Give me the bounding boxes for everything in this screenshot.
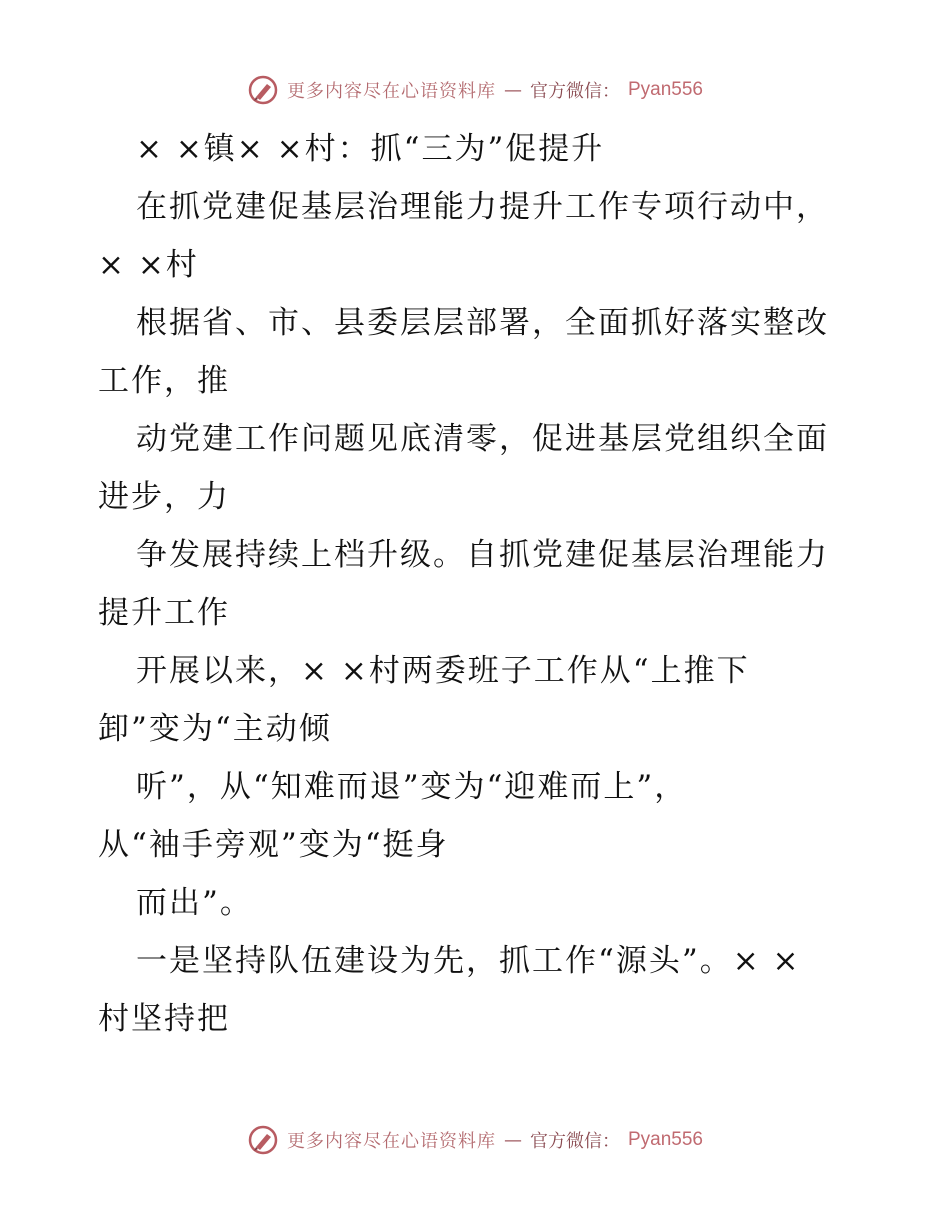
banner-main-text: 更多内容尽在心语资料库 [286, 81, 496, 102]
banner-dash: — [503, 1129, 522, 1151]
text-line: × ×镇× ×村：抓“三为”促提升 [136, 131, 605, 167]
text-line: 一是坚持队伍建设为先，抓工作“源头”。× × [136, 943, 801, 979]
text-line: 从“袖手旁观”变为“挺身 [98, 827, 449, 863]
text-line: 听”，从“知难而退”变为“迎难而上”， [136, 769, 688, 805]
text-line: 提升工作 [98, 595, 230, 631]
footer-watermark-banner [0, 1122, 950, 1158]
text-line: 进步，力 [98, 479, 230, 515]
text-line: 卸”变为“主动倾 [98, 711, 332, 747]
text-line: 工作，推 [98, 363, 230, 399]
document-body [98, 120, 858, 1048]
pen-logo-icon [247, 74, 279, 106]
text-line: × ×村 [98, 247, 199, 283]
banner-wechat-id: Pyan556 [627, 79, 703, 100]
text-line: 村坚持把 [98, 1001, 230, 1037]
banner-wechat-id: Pyan556 [627, 1129, 703, 1150]
banner-wechat-label: 官方微信： [529, 81, 620, 102]
text-line: 开展以来，× ×村两委班子工作从“上推下 [136, 653, 750, 689]
banner-wechat-label: 官方微信： [529, 1131, 620, 1152]
header-watermark-banner [0, 72, 950, 108]
banner-main-text: 更多内容尽在心语资料库 [286, 1131, 496, 1152]
text-line: 争发展持续上档升级。自抓党建促基层治理能力 [136, 537, 829, 573]
pen-logo-icon [247, 1124, 279, 1156]
text-line: 根据省、市、县委层层部署，全面抓好落实整改 [136, 305, 829, 341]
text-line: 动党建工作问题见底清零，促进基层党组织全面 [136, 421, 829, 457]
text-line: 在抓党建促基层治理能力提升工作专项行动中， [136, 189, 829, 225]
banner-dash: — [503, 79, 522, 101]
text-line: 而出”。 [136, 885, 253, 921]
